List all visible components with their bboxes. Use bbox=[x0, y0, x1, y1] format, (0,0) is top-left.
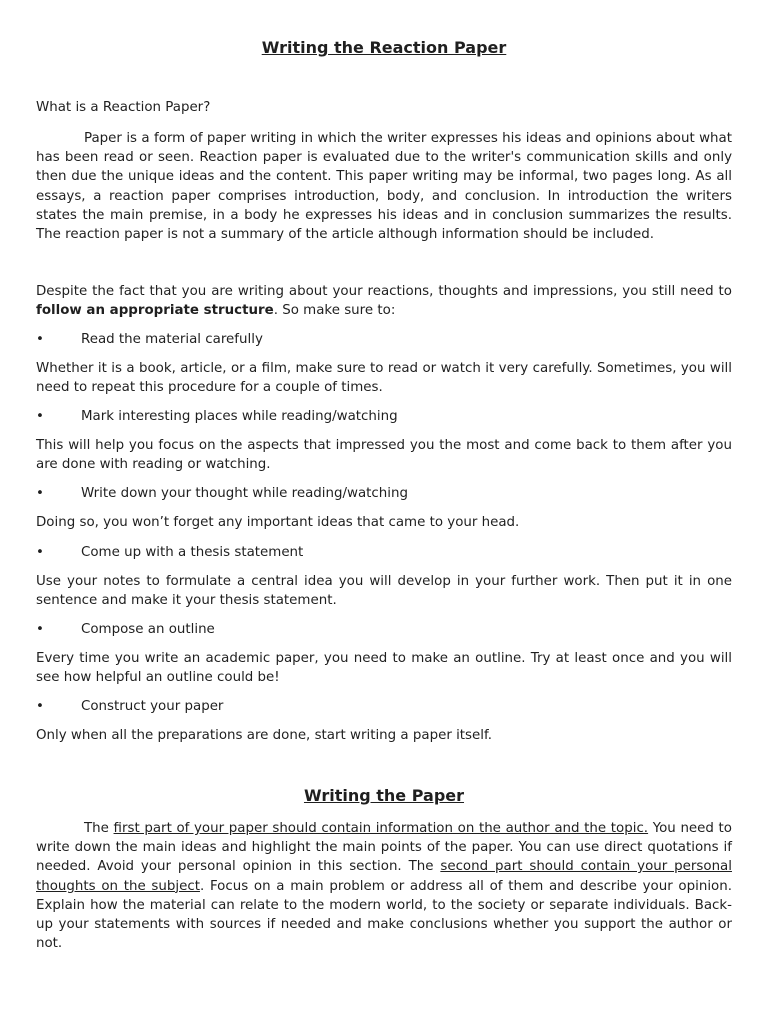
bullet-label: Come up with a thesis statement bbox=[81, 545, 304, 560]
bullet-symbol: • bbox=[36, 545, 44, 560]
step-paragraph: Doing so, you won’t forget any important ideas that came to your head. bbox=[36, 515, 520, 530]
structure-bold-phrase: follow an appropriate structure bbox=[36, 303, 274, 319]
bullet-item bbox=[36, 620, 732, 639]
bullet-label: Read the material carefully bbox=[81, 332, 263, 347]
underlined-phrase-2: second part should contain your personal thoughts on the subject bbox=[36, 859, 732, 894]
section-paragraph bbox=[36, 819, 732, 953]
bullet-item bbox=[36, 330, 732, 349]
intro-paragraph: Paper is a form of paper writing in which the writer expresses his ideas and opinions about what has been read or seen. Reaction paper is evaluated due to the writer's communication skills and only then due the unique ideas and the content. This paper writing may be informal, two pages long. As all essays, a reaction paper comprises introduction, body, and conclusion. In introduction the writers states the main premise, in a body he expresses his ideas and in conclusion summarizes the results. The reaction paper is not a summary of the article although information should be included. bbox=[36, 131, 732, 243]
bullet-label: Mark interesting places while reading/watching bbox=[81, 409, 398, 424]
bullet-item bbox=[36, 484, 732, 503]
bullet-item bbox=[36, 543, 732, 562]
section-title: Writing the Paper bbox=[303, 786, 465, 805]
intro-question: What is a Reaction Paper? bbox=[36, 100, 211, 115]
section-text-2: You need to write down the main ideas and highlight the main points of the paper. You can use direct quotations if needed. Avoid your personal opinion in this section. The bbox=[36, 821, 732, 875]
underlined-phrase-1: first part of your paper should contain information on the author and the topic. bbox=[113, 821, 649, 836]
structure-paragraph bbox=[36, 282, 732, 320]
bullet-symbol: • bbox=[36, 622, 44, 637]
bullet-symbol: • bbox=[36, 699, 44, 714]
step-paragraph: Use your notes to formulate a central idea you will develop in your further work. Then put it in one sentence and make it your thesis statement. bbox=[36, 574, 732, 609]
bullet-label: Construct your paper bbox=[81, 699, 224, 714]
bullet-symbol: • bbox=[36, 332, 44, 347]
step-paragraph: Every time you write an academic paper, you need to make an outline. Try at least once and you will see how helpful an outline could be! bbox=[36, 651, 732, 686]
bullet-symbol: • bbox=[36, 409, 44, 424]
bullet-item bbox=[36, 407, 732, 426]
bullet-item bbox=[36, 697, 732, 716]
bullet-label: Compose an outline bbox=[81, 622, 215, 637]
document-title: Writing the Reaction Paper bbox=[261, 38, 507, 57]
step-paragraph: This will help you focus on the aspects that impressed you the most and come back to them after you are done with reading or watching. bbox=[36, 438, 732, 473]
bullet-symbol: • bbox=[36, 486, 44, 501]
section-text-1: The bbox=[84, 821, 114, 836]
structure-text-before: Despite the fact that you are writing about your reactions, thoughts and impressions, you still need to bbox=[36, 284, 732, 299]
structure-text-after: . So make sure to: bbox=[273, 303, 396, 319]
step-paragraph: Only when all the preparations are done, start writing a paper itself. bbox=[36, 728, 492, 743]
section-text-3: . Focus on a main problem or address all of them and describe your opinion. Explain how the material can relate to the modern world, to the society or separate individuals. Back-up your statements with sources if needed and make conclusions whether you support the author or not. bbox=[36, 878, 732, 952]
bullet-label: Write down your thought while reading/watching bbox=[81, 486, 408, 501]
step-paragraph: Whether it is a book, article, or a film, make sure to read or watch it very carefully. Sometimes, you will need to repeat this procedure for a couple of times. bbox=[36, 361, 732, 396]
